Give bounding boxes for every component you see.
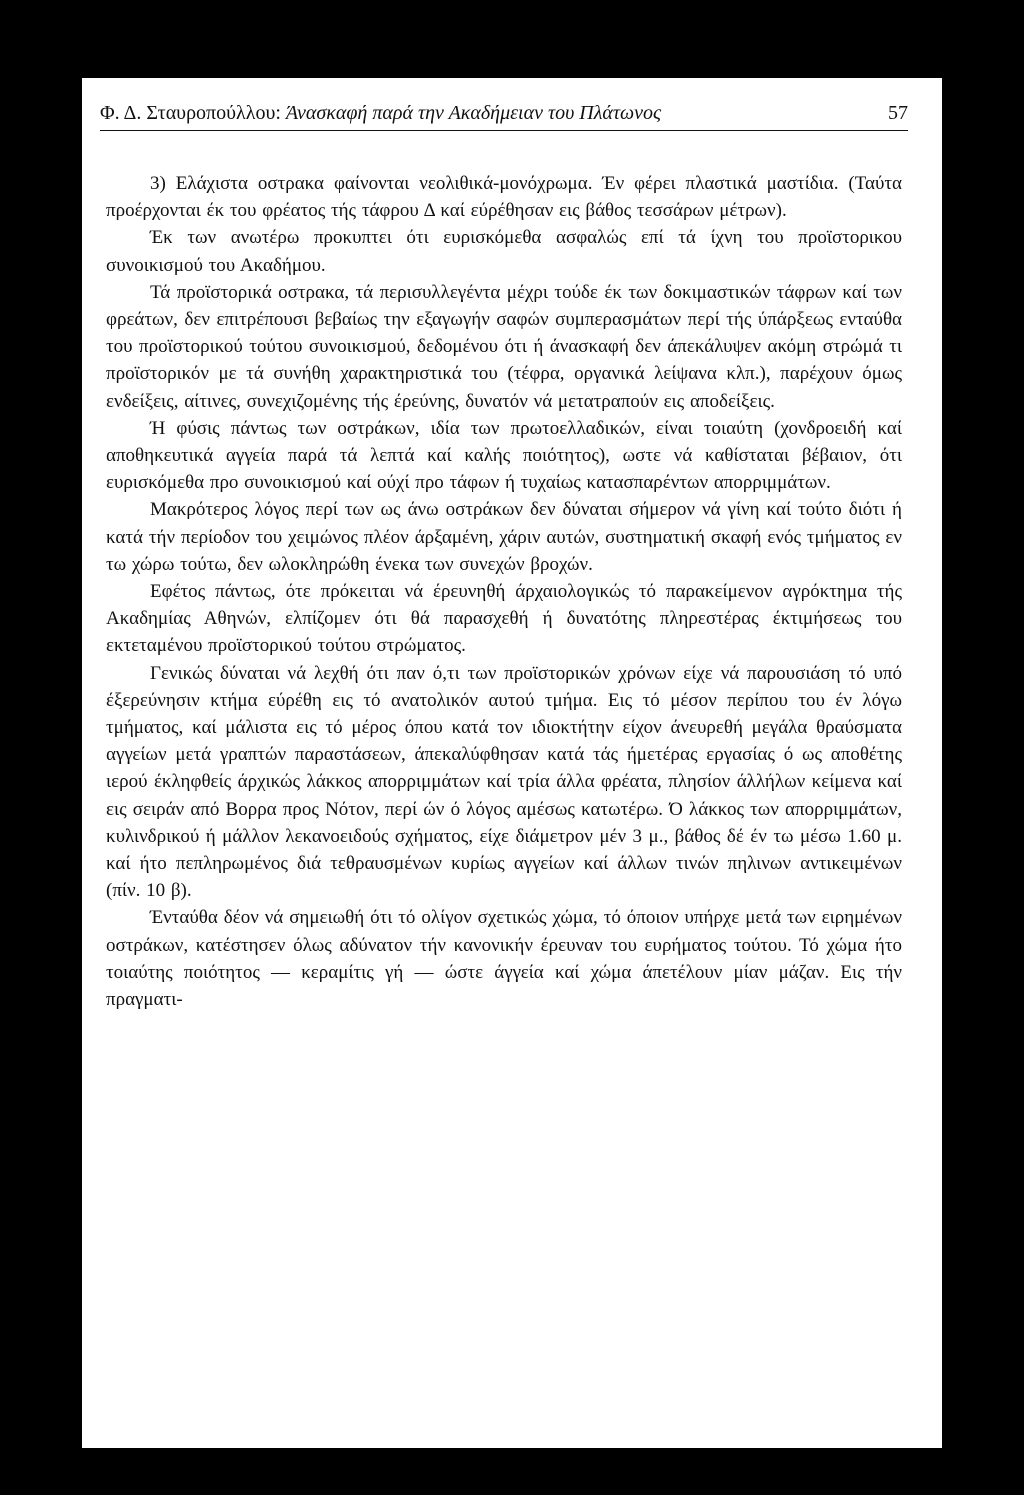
paragraph-this-year: Εφέτος πάντως, ότε πρόκειται νά έρευνηθή άρχαιολογικώς τό παρακείμενον αγρόκτημα τής Ακαδημίας Αθηνών, ελπίζομεν ότι θά παρασχεθή ή δυνατότης πληρεστέρας έκτιμήσεως του εκτεταμένου προϊστορικού τούτου στρώματος. bbox=[106, 581, 902, 657]
body-text bbox=[106, 170, 902, 1013]
paragraph-here: Ένταύθα δέον νά σημειωθή ότι τό ολίγον σχετικώς χώμα, τό όποιον υπήρχε μετά των ειρημένων οστράκων, κατέστησεν όλως αδύνατον τήν κανονικήν έρευναν του ευρήματος τούτου. Τό χώμα ήτο τοιαύτης ποιότητος — κεραμίτις γή — ώστε άγγεία καί χώμα άπετέλουν μίαν μάζαν. Εις τήν πραγματι- bbox=[106, 907, 902, 1011]
paragraph-longer-discussion: Μακρότερος λόγος περί των ως άνω οστράκων δεν δύναται σήμερον νά γίνη καί τούτο διότι ή κατά τήν περίοδον του χειμώνος πλέον άρξαμένη, χάριν αυτών, συστηματική σκαφή ενός τμήματος εν τω χώρω τούτω, δεν ωλοκληρώθη ένεκα των συνεχών βροχών. bbox=[106, 499, 902, 575]
header-rule bbox=[100, 130, 908, 131]
running-head bbox=[100, 102, 908, 126]
paragraph-conclusion: Έκ των ανωτέρω προκυπτει ότι ευρισκόμεθα ασφαλώς επί τά ίχνη του προϊστορικου συνοικισμού του Ακαδήμου. bbox=[106, 227, 902, 276]
header-author-title bbox=[100, 102, 661, 124]
paragraph-nature-of-sherds: Ή φύσις πάντως των οστράκων, ιδία των πρωτοελλαδικών, είναι τοιαύτη (χονδροειδή καί αποθηκευτικά αγγεία παρά τά λεπτά καί καλής ποιότητος), ωστε νά καθίσταται βέβαιον, ότι ευρισκόμεθα προ συνοικισμού καί ούχί προ τάφων ή τυχαίως κατασπαρέντων απορριμμάτων. bbox=[106, 417, 902, 494]
header-author: Φ. Δ. Σταυροπούλλου: bbox=[100, 102, 281, 124]
header-title: Άνασκαφή παρά την Ακαδήμειαν του Πλάτωνος bbox=[285, 102, 662, 124]
paragraph-item-3: 3) Ελάχιστα οστρακα φαίνονται νεολιθικά-μονόχρωμα. Έν φέρει πλαστικά μαστίδια. (Ταύτα προέρχονται έκ του φρέατος τής τάφρου Δ καί εύρέθησαν εις βάθος τεσσάρων μέτρων). bbox=[106, 173, 902, 222]
paragraph-prehistoric-sherds: Τά προϊστορικά οστρακα, τά περισυλλεγέντα μέχρι τούδε έκ των δοκιμαστικών τάφρων καί των φρεάτων, δεν επιτρέπουσι βεβαίως την εξαγωγήν σαφών συμπερασμάτων περί τής ύπάρξεως ενταύθα του προϊστορικού τούτου συνοικισμού, δεδομένου ότι ή άνασκαφή δεν άπεκάλυψεν ακόμη στρώμά τι προϊστορικόν με τά συνήθη χαρακτηριστικά του (τέφρα, οργανικά λείψανα κλπ.), παρέχουν όμως ενδείξεις, αίτινες, συνεχιζομένης τής έρεύνης, δυνατόν νά μετατραπούν εις αποδείξεις. bbox=[106, 281, 902, 412]
document-page bbox=[82, 78, 942, 1448]
page-number: 57 bbox=[888, 102, 908, 124]
paragraph-general: Γενικώς δύναται νά λεχθή ότι παν ό,τι των προϊστορικών χρόνων είχε νά παρουσιάση τό υπό έξερεύνησιν κτήμα εύρέθη εις τό ανατολικόν αυτού τμήμα. Εις τό μέσον περίπου του έν λόγω τμήματος, καί μάλιστα εις τό μέρος όπου κατά τον ιδιοκτήτην είχον άνευρεθή μεγάλα θραύσματα αγγείων μετά γραπτών παραστάσεων, άπεκαλύφθησαν κατά τάς ήμετέρας εργασίας ό ως αποθέτης ιερού έκληφθείς άρχικώς λάκκος απορριμμάτων καί τρία άλλα φρέατα, πλησίον άλλήλων κείμενα καί εις σειράν από Βορρα προς Νότον, περί ών ό λόγος αμέσως κατωτέρω. Ό λάκκος των απορριμμάτων, κυλινδρικού ή μάλλον λεκανοειδούς σχήματος, είχε διάμετρον μέν 3 μ., βάθος δέ έν τω μέσω 1.60 μ. καί ήτο πεπληρωμένος διά τεθραυσμένων κυρίως αγγείων καί άλλων τινών πηλινων αντικειμένων (πίν. 10 β). bbox=[106, 662, 902, 902]
